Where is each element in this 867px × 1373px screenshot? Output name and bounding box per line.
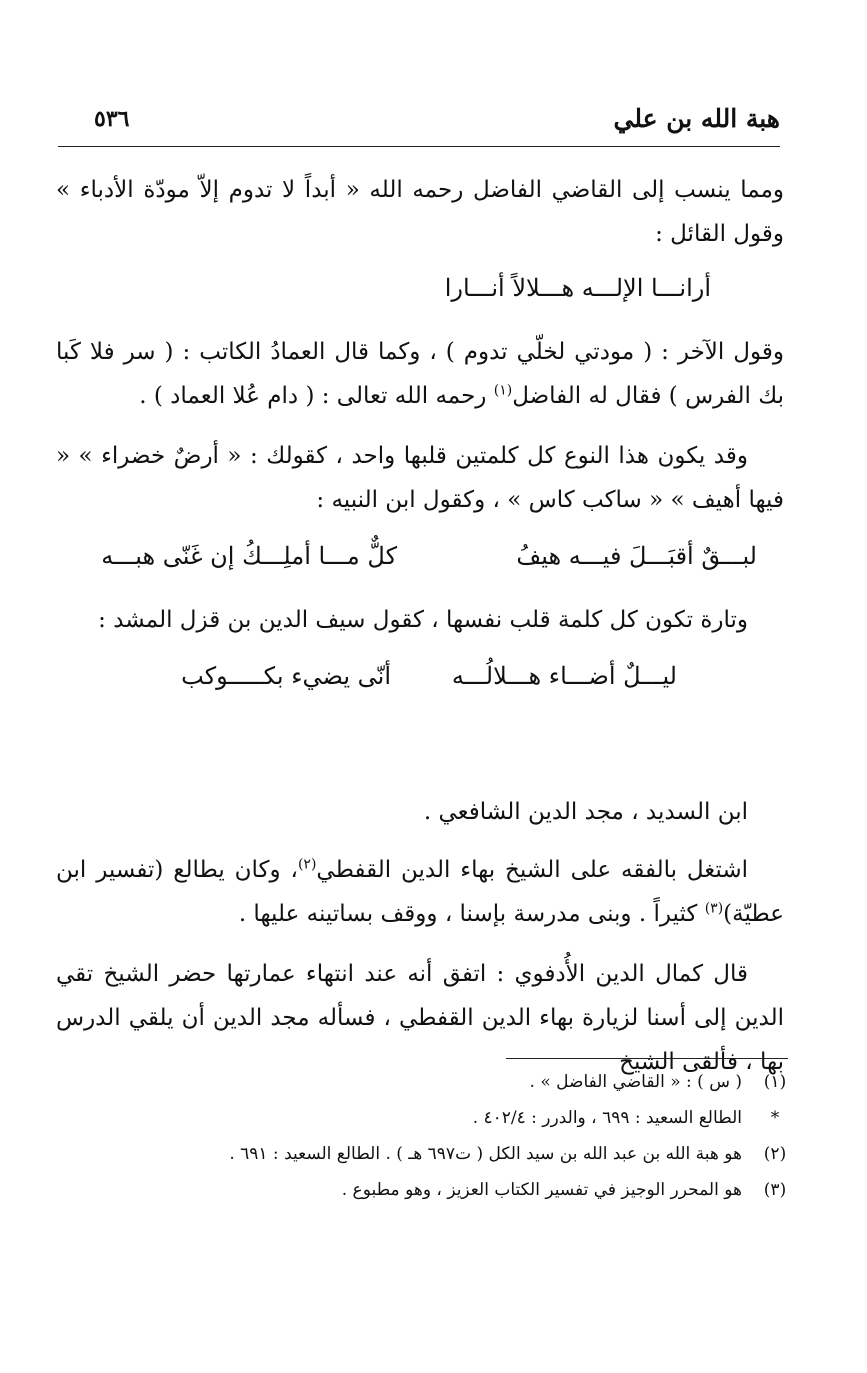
paragraph-lineage xyxy=(56,790,784,834)
paragraph-self-reversal xyxy=(56,598,784,642)
footnote-ref-3[interactable]: (٣) xyxy=(704,900,724,917)
page-number: ٥٣٦ xyxy=(94,106,130,132)
paragraph-two-words-text: وقد يكون هذا النوع كل كلمتين قلبها واحد ، كقولك : « أرضٌ خضراء » « فيها أهيف » « ساكب كاس » ، وكقول ابن النبيه : xyxy=(56,443,784,513)
verse-3-hemistich-2: أنّى يضيء بكـــــوكب xyxy=(181,662,391,690)
footnote-ref-1[interactable]: (١) xyxy=(493,382,513,399)
paragraph-imad-text: وقول الآخر : ( مودتي لخلّي تدوم ) ، وكما قال العمادُ الكاتب : ( سر فلا كَبا بك الفرس ) فقال له الفاضل xyxy=(56,339,784,409)
paragraph-study-text-2: ، وكان يطالع (تفسير ابن عطيّة) xyxy=(56,857,784,927)
paragraph-two-words xyxy=(56,434,784,522)
paragraph-imad-text-end: رحمه الله تعالى : ( دام عُلا العماد ) . xyxy=(139,383,494,409)
footnote-ref-2[interactable]: (٢) xyxy=(297,856,317,873)
paragraph-self-reversal-text: وتارة تكون كل كلمة قلب نفسها ، كقول سيف الدين بن قزل المشد : xyxy=(98,607,748,633)
footnote-marker: (٣) xyxy=(763,1180,787,1200)
verse-1-line: أرانـــا الإلـــه هـــلالاً أنـــارا xyxy=(444,274,711,302)
footnote-3 xyxy=(60,1180,790,1216)
footnote-divider xyxy=(506,1058,788,1059)
verse-1 xyxy=(445,268,711,308)
paragraph-imad xyxy=(56,330,784,418)
page-header xyxy=(60,104,780,140)
verse-2-hemistich-1: لبـــقٌ أقبَـــلَ فيـــه هيفُ xyxy=(516,542,757,570)
paragraph-study-text-3: كثيراً . وبنى مدرسة بإسنا ، ووقف بساتينه عليها . xyxy=(238,901,705,927)
footnote-marker: (١) xyxy=(763,1072,787,1092)
paragraph-udfuwi-text: قال كمال الدين الأُدفوي : اتفق أنه عند انتهاء عمارتها حضر الشيخ تقي الدين إلى أسنا لزيارة بهاء الدين القفطي ، فسأله مجد الدين أن يلقي الدرس بها ، فألقى الشيخ xyxy=(56,961,784,1075)
footnote-text: هو المحرر الوجيز في تفسير الكتاب العزيز ، وهو مطبوع . xyxy=(341,1180,742,1200)
footnote-text: هو هبة الله بن عبد الله بن سيد الكل ( ت٦٩٧ هـ ) . الطالع السعيد : ٦٩١ . xyxy=(229,1144,742,1164)
header-divider xyxy=(58,146,780,147)
footnote-text: ( س ) : « القاضي الفاضل » . xyxy=(529,1072,742,1092)
footnote-marker: * xyxy=(770,1108,780,1128)
paragraph-study xyxy=(56,848,784,936)
footnotes xyxy=(60,1072,790,1216)
paragraph-udfuwi xyxy=(56,952,784,1084)
paragraph-study-text-1: اشتغل بالفقه على الشيخ بهاء الدين القفطي xyxy=(316,857,749,883)
footnote-2 xyxy=(60,1144,790,1180)
footnote-marker: (٢) xyxy=(763,1144,787,1164)
footnote-star xyxy=(60,1108,790,1144)
paragraph-intro xyxy=(56,168,784,256)
paragraph-intro-text: ومما ينسب إلى القاضي الفاضل رحمه الله « أبداً لا تدوم إلاّ مودّة الأدباء » وقول القائل : xyxy=(56,177,784,247)
verse-3-hemistich-1: ليـــلٌ أضـــاء هـــلالُـــه xyxy=(451,662,677,690)
running-title: هبة الله بن علي xyxy=(613,104,780,133)
footnote-1 xyxy=(60,1072,790,1108)
verse-2-hemistich-2: كلٌّ مـــا أملِـــكُ إن غَنّى هبـــه xyxy=(101,542,397,570)
footnote-text: الطالع السعيد : ٦٩٩ ، والدرر : ٤٠٢/٤ . xyxy=(472,1108,742,1128)
paragraph-lineage-text: ابن السديد ، مجد الدين الشافعي . xyxy=(423,799,748,825)
